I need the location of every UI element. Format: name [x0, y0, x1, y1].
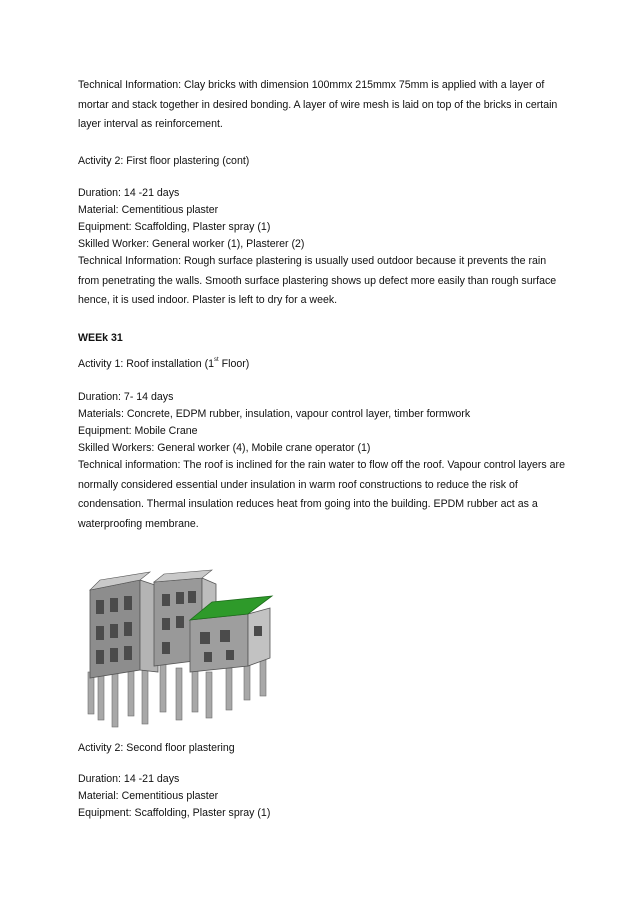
material: Material: Cementitious plaster [78, 204, 219, 216]
technical-info: Technical information: The roof is inclined for the rain water to flow off the roof. Vapour control layers are normally considered essential under insulation in warm roof constructions to reduce the risk of condensation. Thermal insulation reduces heat from going into the building. EPDM rubber act as a waterproofing membrane. [78, 459, 565, 530]
skilled-worker: Skilled Worker: General worker (1), Plasterer (2) [78, 238, 305, 250]
activity-first-floor-details [78, 185, 568, 311]
activity-second-floor [78, 740, 568, 757]
activity-roof-details [78, 389, 568, 534]
technical-info-bricks: Technical Information: Clay bricks with dimension 100mmx 215mmx 75mm is applied with a layer of mortar and stack together in desired bonding. A layer of wire mesh is laid on top of the bricks in certain layer interval as reinforcement. [78, 79, 558, 130]
equipment: Equipment: Scaffolding, Plaster spray (1) [78, 221, 271, 233]
heading-suffix: Floor) [218, 358, 250, 370]
building-model-image [80, 560, 280, 730]
activity-heading [78, 356, 568, 373]
heading-superscript: st [214, 357, 219, 363]
material: Material: Cementitious plaster [78, 790, 219, 802]
week-heading: WEEk 31 [78, 332, 123, 344]
activity-second-floor-details [78, 771, 568, 822]
paragraph-bricks [78, 76, 568, 135]
activity-roof [78, 356, 568, 373]
equipment: Equipment: Scaffolding, Plaster spray (1) [78, 807, 271, 819]
activity-first-floor [78, 153, 568, 170]
heading-prefix: Activity 1: Roof installation (1 [78, 358, 215, 370]
duration: Duration: 7- 14 days [78, 391, 174, 403]
duration: Duration: 14 -21 days [78, 773, 180, 785]
activity-heading: Activity 2: Second floor plastering [78, 742, 235, 754]
technical-info: Technical Information: Rough surface plastering is usually used outdoor because it prevents the rain from penetrating the walls. Smooth surface plastering shows up defect more easily than rough surface hence, it is used indoor. Plaster is left to dry for a week. [78, 255, 557, 306]
duration: Duration: 14 -21 days [78, 187, 180, 199]
skilled-workers: Skilled Workers: General worker (4), Mobile crane operator (1) [78, 442, 371, 454]
activity-heading: Activity 2: First floor plastering (cont) [78, 155, 250, 167]
equipment: Equipment: Mobile Crane [78, 425, 198, 437]
materials: Materials: Concrete, EDPM rubber, insulation, vapour control layer, timber formwork [78, 408, 471, 420]
week-section [78, 330, 568, 347]
